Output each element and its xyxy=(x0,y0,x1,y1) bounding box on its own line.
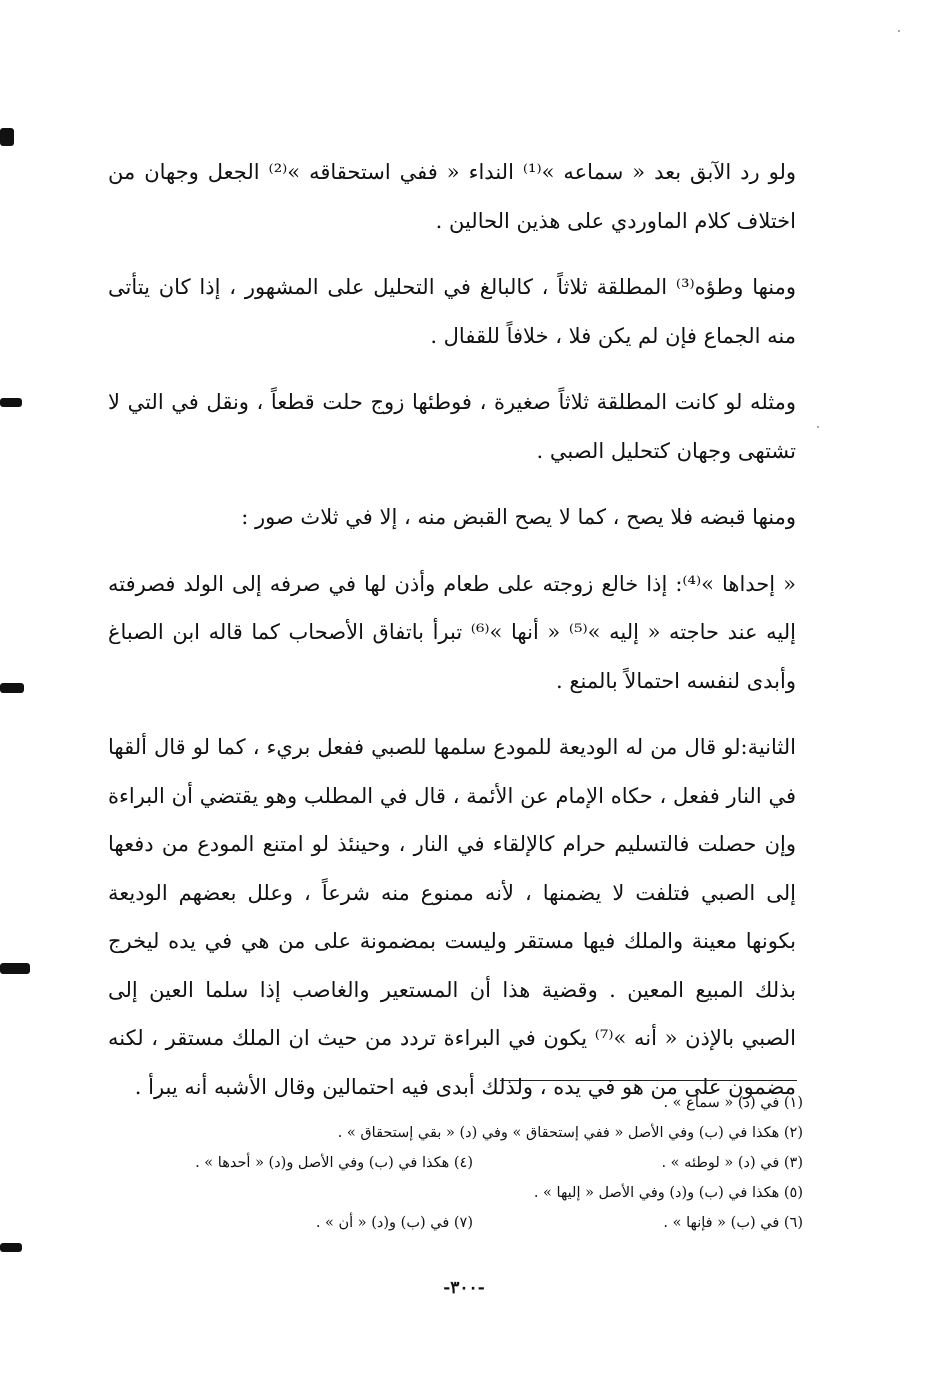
paragraph: ومنها قبضه فلا يصح ، كما لا يصح القبض منه ، إلا في ثلاث صور : xyxy=(241,505,796,529)
footnote-5: (٥) هكذا في (ب) و(د) وفي الأصل « إليها » . xyxy=(533,1185,803,1201)
footnote-2: (٢) هكذا في (ب) وفي الأصل « ففي إستحقاق » وفي (د) « بقي إستحقاق » . xyxy=(337,1125,803,1141)
paragraph: ولو رد الآبق بعد « سماعه »⁽¹⁾ النداء « ففي استحقاقه »⁽²⁾ الجعل وجهان من اختلاف كلام الماوردي على هذين الحالين . xyxy=(108,160,796,233)
main-text xyxy=(108,148,796,1129)
footnote-row xyxy=(108,1088,803,1118)
paragraph: « إحداها »⁽⁴⁾: إذا خالع زوجته على طعام وأذن لها في صرفه إلى الولد فصرفته إليه عند حاجته « إليه »⁽⁵⁾ « أنها »⁽⁶⁾ تبرأ باتفاق الأصحاب كما قاله ابن الصباغ وأبدى لنفسه احتمالاً بالمنع . xyxy=(108,571,797,693)
footnote-6: (٦) في (ب) « فإنها » . xyxy=(663,1215,803,1231)
footnote-divider xyxy=(500,1080,797,1081)
footnote-1: (١) في (د) « سماع » . xyxy=(663,1095,803,1111)
footnote-row xyxy=(108,1118,803,1148)
paragraph: ومنها وطؤه⁽³⁾ المطلقة ثلاثاً ، كالبالغ في التحليل على المشهور ، إذا كان يتأتى منه الجماع فإن لم يكن فلا ، خلافاً للقفال . xyxy=(108,275,797,348)
footnote-3: (٣) في (د) « لوطئه » . xyxy=(661,1155,803,1171)
binding-mark xyxy=(0,128,14,146)
page-number: -٣٠٠- xyxy=(443,1278,485,1298)
paragraph: الثانية:لو قال من له الوديعة للمودع سلمها للصبي ففعل بريء ، كما لو قال ألقها في النار ففعل ، حكاه الإمام عن الأئمة ، قال في المطلب وهو يقتضي أن البراءة وإن حصلت فالتسليم حرام كالإلقاء في النار ، وحينئذ لو امتنع المودع من دفعها إلى الصبي فتلفت لا يضمنها ، لأنه ممنوع منه شرعاً ، وعلل بعضهم الوديعة بكونها معينة والملك فيها مستقر وليست بمضمونة على من هي في يده ليخرج بذلك المبيع المعين . وقضية هذا أن المستعير والغاصب إذا سلما العين إلى الصبي بالإذن « أنه »⁽⁷⁾ يكون في البراءة تردد من حيث ان الملك مستقر ، لكنه مضمون على من هو في يده ، ولذلك أبدى فيه احتمالين وقال الأشبه أنه يبرأ . xyxy=(108,735,796,1099)
footnote-row xyxy=(108,1178,803,1208)
binding-mark xyxy=(0,683,24,693)
paper-speck xyxy=(898,30,900,32)
binding-mark xyxy=(0,1243,22,1252)
footnote-4: (٤) هكذا في (ب) وفي الأصل و(د) « أحدها » . xyxy=(195,1155,473,1171)
footnote-row xyxy=(108,1148,803,1178)
paper-speck xyxy=(817,426,819,428)
footnotes xyxy=(108,1088,803,1238)
footnote-7: (٧) في (ب) و(د) « أن » . xyxy=(315,1215,473,1231)
binding-mark xyxy=(0,398,22,407)
footnote-row xyxy=(108,1208,803,1238)
paragraph: ومثله لو كانت المطلقة ثلاثاً صغيرة ، فوطئها زوج حلت قطعاً ، ونقل في التي لا تشتهى وجهان كتحليل الصبي . xyxy=(108,390,796,463)
binding-mark xyxy=(0,963,30,974)
